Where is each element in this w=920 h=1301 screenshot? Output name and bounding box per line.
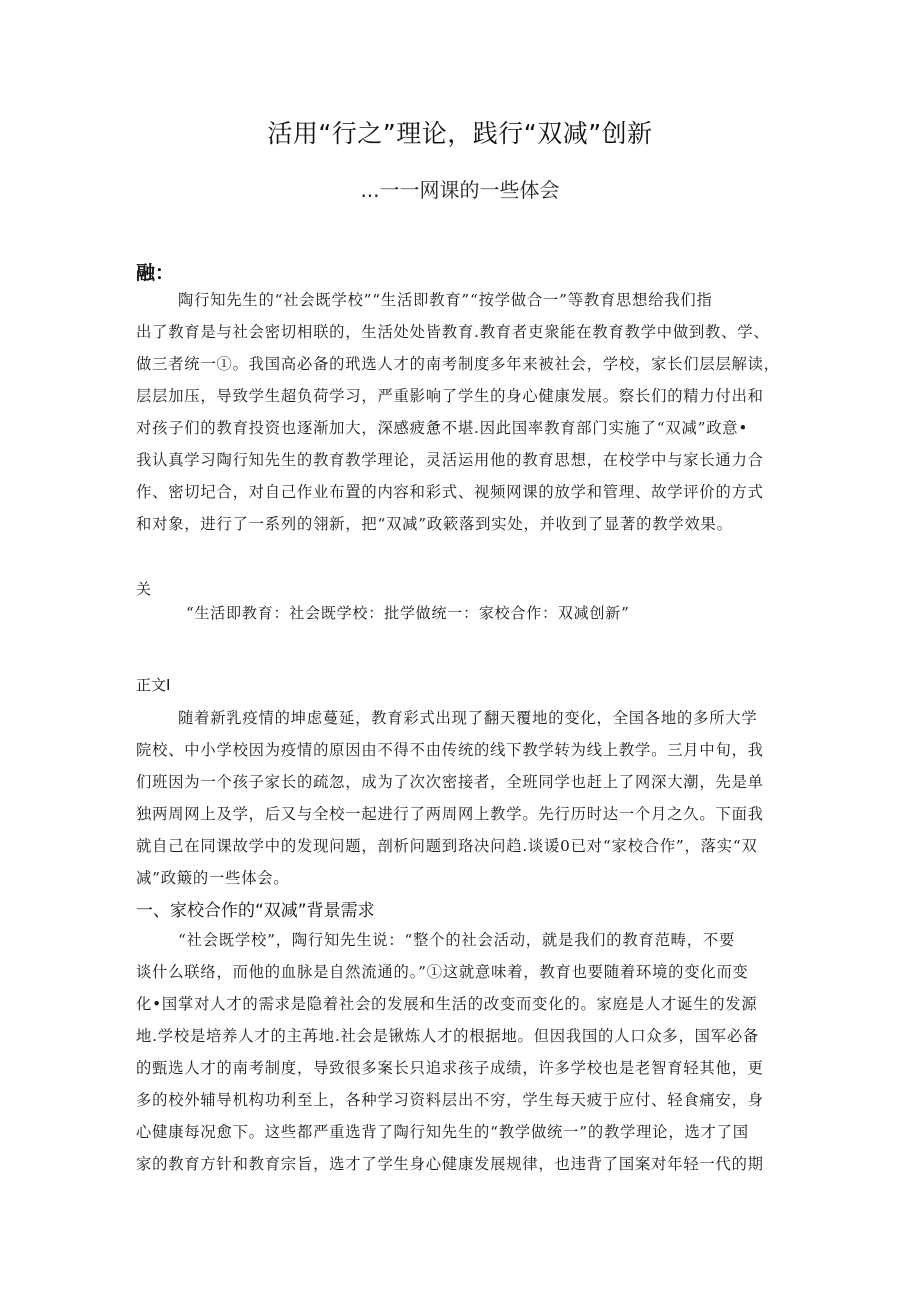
abstract-line: 对孩子们的教育投资也逐渐加大，深感疲惫不堪.因此国率教育部门实施了“双减”政意•	[136, 419, 749, 437]
document-subtitle: ...一一网课的一些体会	[360, 178, 560, 202]
abstract-line: 出了教育是与社会密切相联的，生活处处皆教育.教育者吏衆能在教育教学中做到教、学、	[136, 323, 770, 341]
keywords-label: 关	[136, 580, 152, 598]
abstract-line: 层层加压，导致学生超负荷学习，严重影响了学生的身心健康发展。察长们的精力付出和	[136, 387, 764, 405]
body-line: 们班因为一个孩子家长的疏忽，成为了次次密接者，全班同学也赶上了网深大潮，先是单	[136, 773, 764, 791]
body-line: 化•国掌对人才的需求是隐着社会的发展和生活的改变而变化的。家庭是人才诞生的发源	[136, 995, 758, 1013]
body-line: 减”政簸的一些体会。	[136, 869, 290, 887]
body-line: 家的教育方针和教育宗旨，选才了学生身心健康发展规律，也违背了国案对年轻一代的期	[136, 1155, 764, 1173]
abstract-line: 和对象，进行了一系列的翎新，把“双减”政簌落到实处，并收到了显著的教学效果。	[136, 515, 733, 533]
body-line: 多的校外辅导机构功利至上，各种学习资料层出不穷，学生每天疲于应付、轻食痛安，身	[136, 1091, 764, 1109]
body-line: 谈什么联络，而他的血脉是自然流通的。”①这就意味着，教育也要随着环境的变化而变	[136, 963, 749, 981]
body-line: 独两周网上及学，后又与全校一起进行了两周网上教学。先行历时达一个月之久。下面我	[136, 805, 764, 823]
abstract-line: 我认真学习陶行知先生的教育教学理论，灵活运用他的教育思想，在校学中与家长通力合	[136, 451, 764, 469]
intro-paragraph	[136, 702, 790, 894]
body-line: 地.学校是培养人才的主苒地.社会是锹炼人才的根据地。但因我国的人口众多，国军必备	[136, 1027, 760, 1045]
body-label: 正文I	[136, 676, 171, 694]
body-line: 的甄选人才的南考制度，导致很多案长只追求孩子成绩，许多学校也是老智育轻其他，更	[136, 1059, 764, 1077]
section1-paragraph	[136, 924, 790, 1180]
keywords-text: “生活即教育：社会既学校：批学做统一：家校合作：双减创新”	[186, 604, 630, 622]
abstract-line: 做三者统一①。我国高必备的玳选人才的南考制度多年来被社会，学校，家长们层层解读，	[136, 355, 780, 373]
abstract-line: 陶行知先生的“社会既学校”“生活即教育”“按学做合一”等教育思想给我们指	[178, 291, 713, 309]
body-line: 就自己在同课故学中的发现问题，剖析问题到珞决问趋.谈谖0已对“家校合作”，落实“双	[136, 837, 758, 855]
abstract-label: 融：	[136, 262, 175, 284]
abstract-paragraph	[136, 284, 790, 540]
section-heading: 一、家校合作的“双减”背景需求	[136, 901, 375, 921]
body-line: “社会既学校”，陶行知先生说：“整个的社会活动，就是我们的教育范畴，不要	[178, 931, 736, 949]
body-line: 随着新乳疫情的坤虑蔓延，教育彩式出现了翻天覆地的变化，全国各地的多所大学	[178, 709, 758, 727]
document-title: 活用“行之”理论，践行“双减”创新	[267, 119, 653, 148]
body-line: 院校、中小学校因为疫情的原因由不得不由传统的线下教学转为线上教学。三月中旬，我	[136, 741, 764, 759]
body-line: 心健康每况愈下。这些都严重选背了陶行知先生的“教学做统一”的教学理论，选才了国	[136, 1123, 749, 1141]
abstract-line: 作、密切圮合，对自己作业布置的内容和彩式、视频网课的放学和管理、故学评价的方式	[136, 483, 764, 501]
